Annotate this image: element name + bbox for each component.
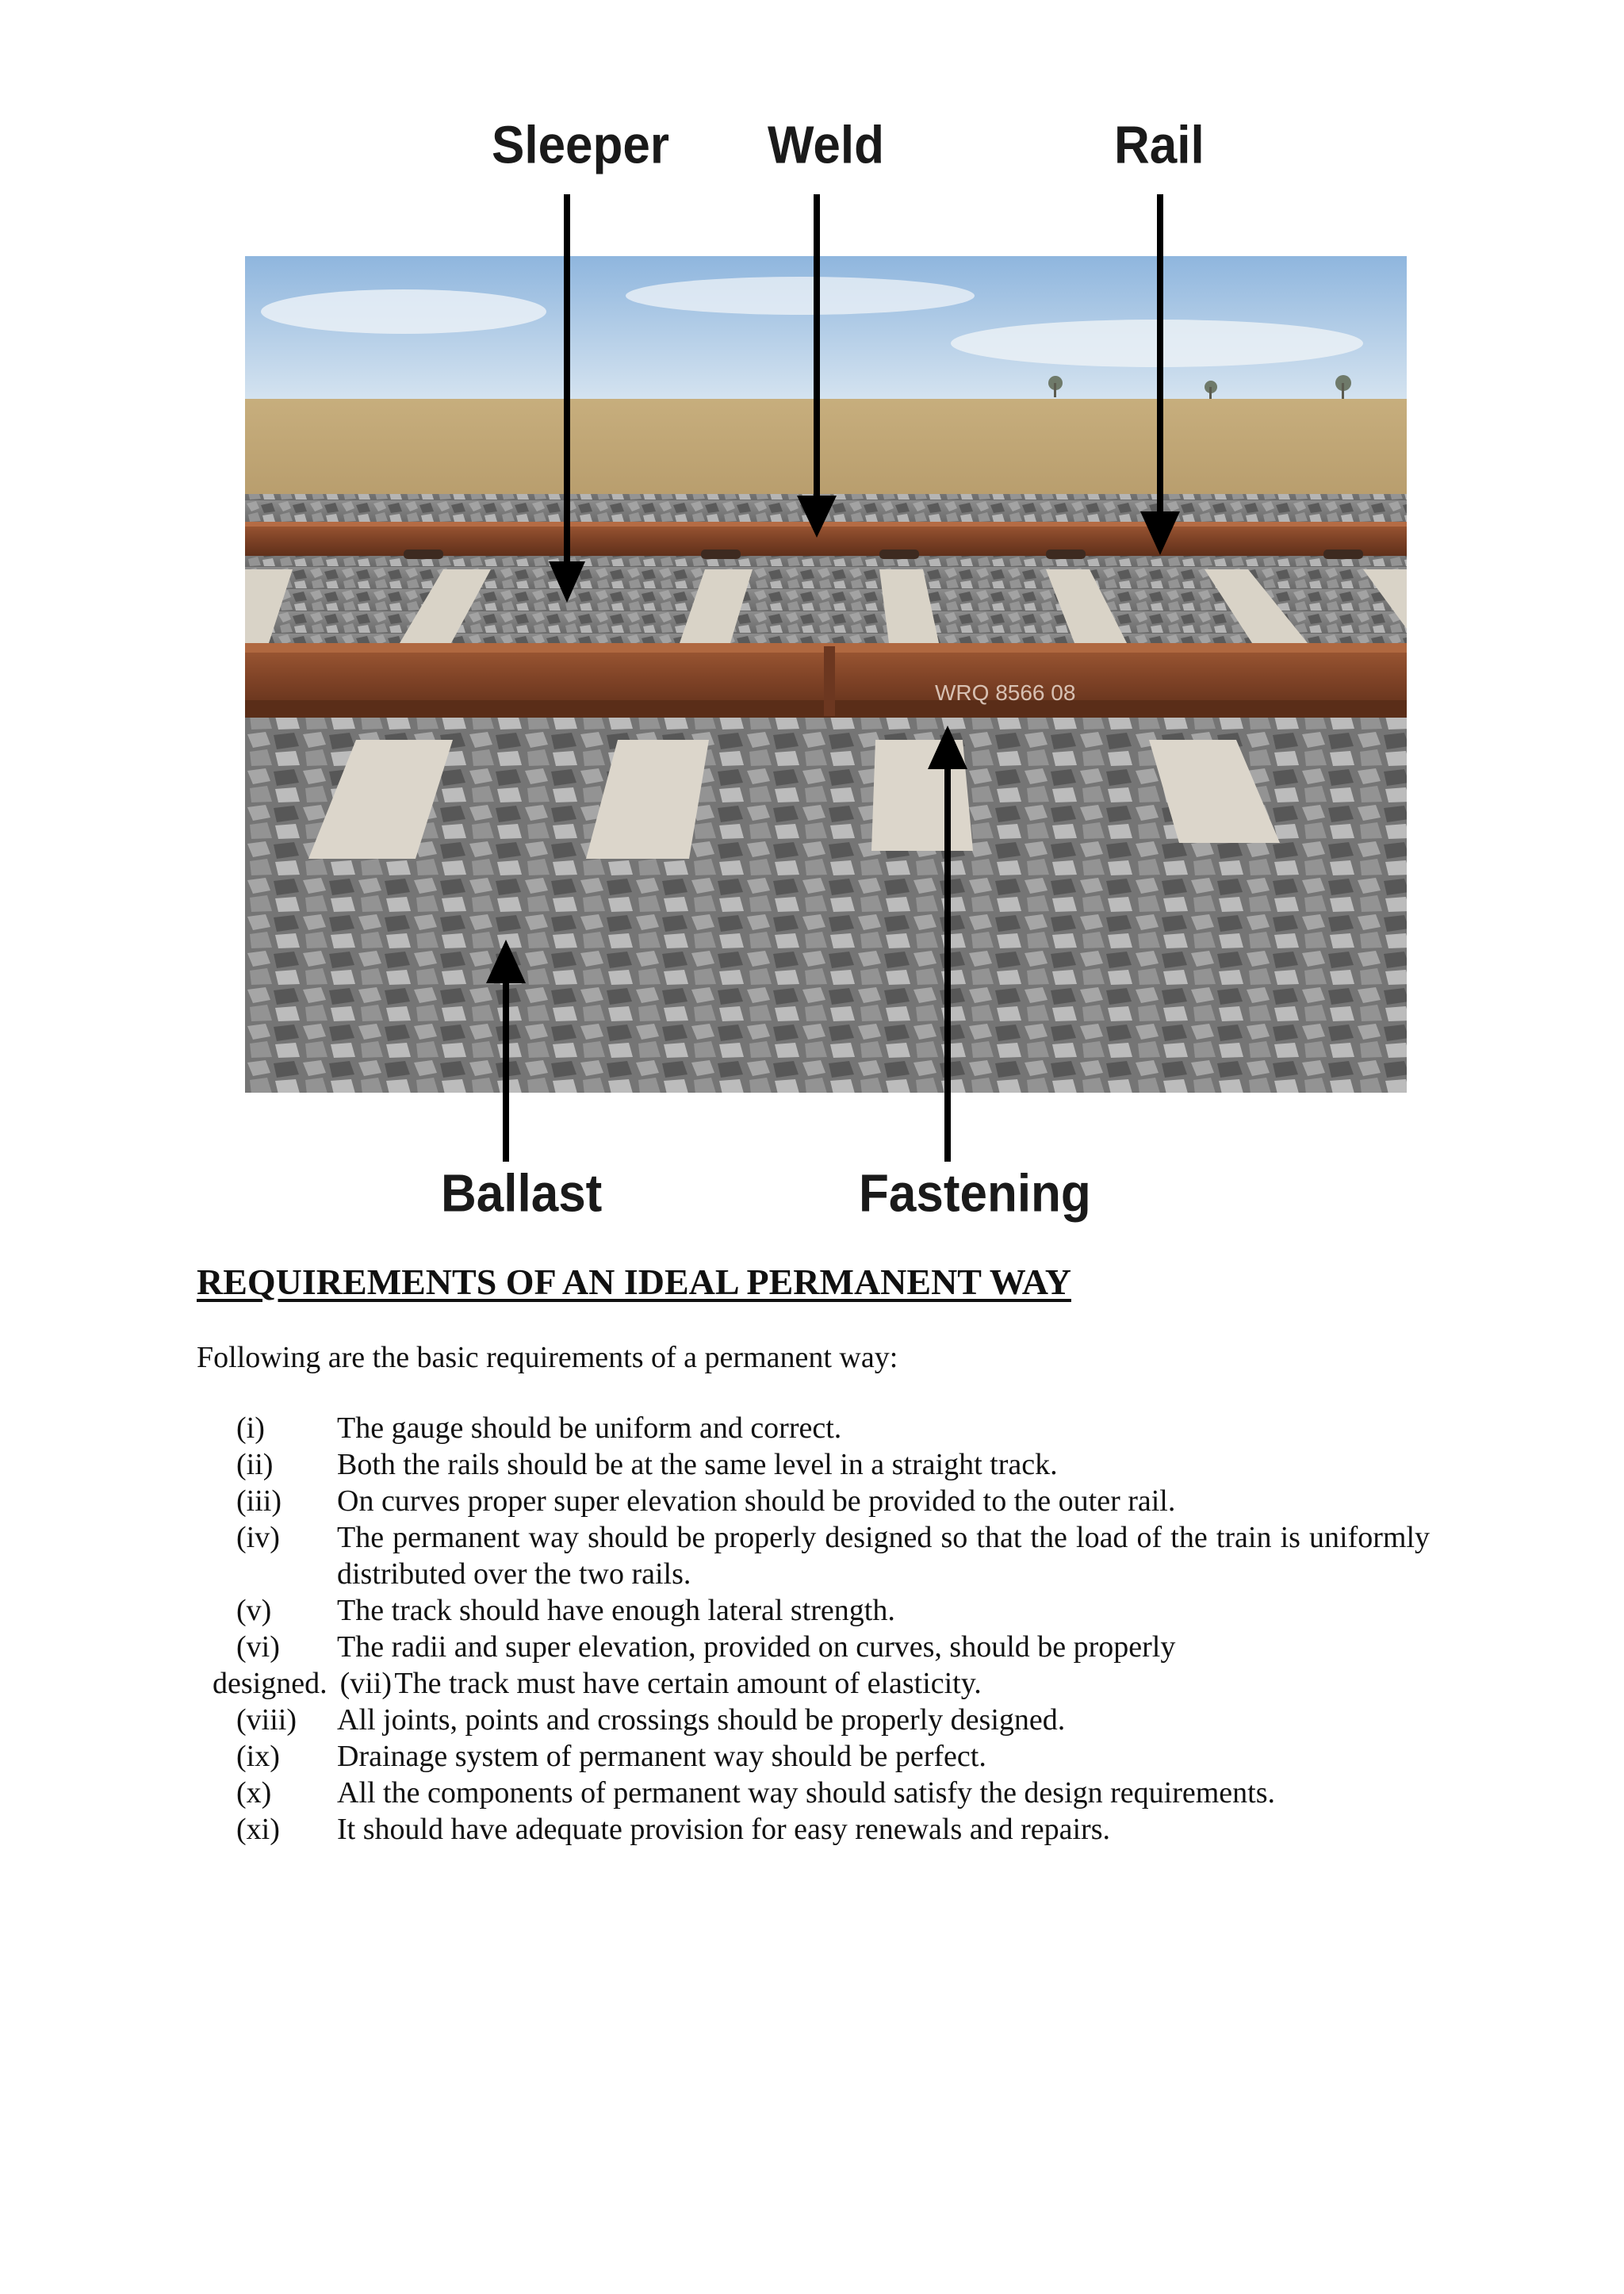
item-number: (viii) (236, 1703, 297, 1737)
item-text: The track should have enough lateral strength. (337, 1594, 895, 1627)
item-number: (vii) (339, 1667, 393, 1700)
item-number: (iv) (236, 1521, 280, 1554)
label-rail: Rail (1114, 116, 1205, 175)
item-number: (x) (236, 1776, 272, 1810)
list-item (236, 1738, 1430, 1775)
label-weld: Weld (768, 116, 884, 175)
list-item (236, 1775, 1430, 1811)
list-item (236, 1410, 1430, 1446)
label-ballast: Ballast (441, 1164, 603, 1224)
item-number: (ii) (236, 1448, 274, 1481)
arrow-ballast (486, 940, 526, 1162)
intro-paragraph: Following are the basic requirements of a permanent way: (197, 1341, 898, 1374)
item-text: It should have adequate provision for easy renewals and repairs. (337, 1813, 1110, 1846)
item-text: Both the rails should be at the same level in a straight track. (337, 1448, 1058, 1481)
item-number: (vi) (236, 1630, 280, 1664)
item-number: (i) (236, 1411, 265, 1445)
list-item (236, 1483, 1430, 1519)
list-item (236, 1811, 1430, 1848)
section-heading: REQUIREMENTS OF AN IDEAL PERMANENT WAY (197, 1262, 1071, 1302)
item-number: (xi) (236, 1813, 280, 1846)
item-text: The permanent way should be properly designed so that the load of the train is uniformly distributed over the two rails. (337, 1521, 1430, 1591)
requirements-list (213, 1410, 1430, 1848)
item-text: Drainage system of permanent way should be perfect. (337, 1740, 986, 1773)
item-number: (iii) (236, 1484, 282, 1518)
list-item (236, 1702, 1430, 1738)
arrow-rail (1140, 194, 1180, 555)
list-item (236, 1519, 1430, 1592)
label-fastening: Fastening (859, 1164, 1091, 1224)
arrow-weld (797, 194, 837, 538)
list-item (213, 1629, 1430, 1702)
arrow-sleeper (549, 194, 585, 603)
item-number: (ix) (236, 1740, 280, 1773)
item-text: All the components of permanent way should satisfy the design requirements. (337, 1776, 1276, 1810)
item-text: The radii and super elevation, provided on curves, should be properly (337, 1630, 1176, 1664)
item-number: (v) (236, 1594, 272, 1627)
item-continuation (213, 1665, 1430, 1702)
list-item (236, 1446, 1430, 1483)
label-sleeper: Sleeper (492, 116, 670, 175)
item-text: On curves proper super elevation should be provided to the outer rail. (337, 1484, 1176, 1518)
item-text: The track must have certain amount of elasticity. (394, 1667, 982, 1700)
item-text: The gauge should be uniform and correct. (337, 1411, 842, 1445)
rail-marking-text: WRQ 8566 08 (935, 680, 1076, 705)
arrow-fastening (928, 726, 967, 1162)
list-item (236, 1592, 1430, 1629)
item-continuation-text: designed. (213, 1667, 327, 1700)
item-text: All joints, points and crossings should be properly designed. (337, 1703, 1066, 1737)
